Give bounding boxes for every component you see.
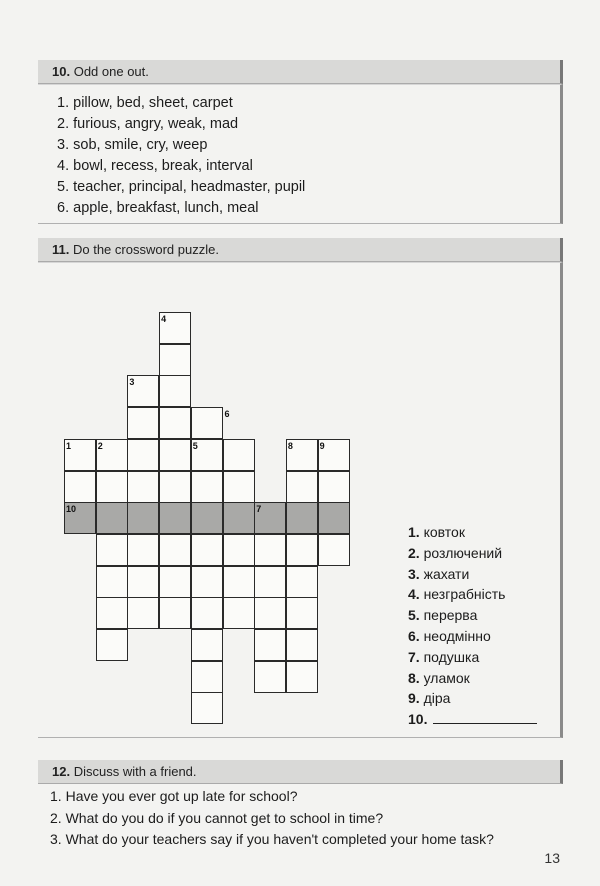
crossword-cell[interactable] (159, 597, 191, 629)
crossword-cell[interactable] (254, 629, 286, 661)
crossword-cell[interactable] (318, 534, 350, 566)
crossword-cell[interactable] (286, 471, 318, 503)
clue-number: 9 (319, 440, 325, 451)
clue-item: 5. перерва (408, 607, 478, 624)
crossword-cell[interactable] (223, 534, 255, 566)
list-item: 5. teacher, principal, headmaster, pupil (57, 179, 306, 195)
crossword-cell[interactable] (286, 566, 318, 598)
list-item: 3. What do your teachers say if you haven't completed your home task? (50, 831, 494, 847)
list-item: 2. furious, angry, weak, mad (57, 116, 239, 132)
clue-number: 4 (161, 314, 167, 324)
exercise-10-header (38, 60, 563, 84)
crossword-cell[interactable] (64, 471, 96, 503)
clue-number: 7 (256, 504, 262, 515)
clue-number: 3 (129, 377, 135, 388)
crossword-cell[interactable] (96, 502, 128, 534)
clue-item: 7. подушка (408, 648, 480, 665)
clue-item: 8. уламок (408, 669, 470, 686)
clue-item: 9. діра (408, 690, 451, 707)
list-item: 4. bowl, recess, break, interval (57, 158, 253, 174)
crossword-cell[interactable] (96, 566, 128, 598)
exercise-12-number: 12. (52, 764, 71, 779)
crossword-cell[interactable] (159, 534, 191, 566)
list-item: 2. What do you do if you cannot get to school in time? (50, 809, 384, 826)
crossword-cell[interactable] (318, 471, 350, 503)
exercise-11-number: 11. (52, 242, 70, 257)
crossword-cell[interactable] (254, 566, 286, 598)
clue-number: 1 (66, 440, 72, 451)
exercise-11-header (38, 238, 563, 262)
crossword-cell[interactable] (159, 502, 191, 534)
clue-number: 8 (287, 440, 293, 451)
list-item: 3. sob, smile, cry, weep (57, 137, 208, 153)
clue-item: 3. жахати (408, 565, 470, 582)
crossword-cell[interactable] (223, 439, 255, 471)
crossword-cell[interactable] (286, 661, 318, 693)
exercise-10-title: Odd one out. (73, 64, 149, 79)
exercise-12-header (38, 760, 563, 784)
crossword-cell[interactable] (223, 502, 255, 534)
crossword-cell[interactable] (223, 597, 255, 629)
crossword-cell[interactable] (254, 661, 286, 693)
crossword-cell[interactable] (127, 502, 159, 534)
crossword-cell[interactable] (191, 629, 223, 661)
exercise-10-list (57, 93, 305, 219)
crossword-clues (408, 522, 537, 730)
crossword-cell[interactable] (286, 502, 318, 534)
answer-blank[interactable] (433, 710, 537, 724)
clue-item: 1. ковток (408, 524, 465, 540)
crossword-cell[interactable] (159, 471, 191, 503)
crossword-cell[interactable] (127, 407, 159, 439)
clue-item: 4. незграбність (408, 586, 506, 603)
crossword-cell[interactable] (191, 692, 223, 724)
crossword-cell[interactable] (159, 344, 191, 376)
crossword-cell[interactable] (96, 597, 128, 629)
crossword-cell[interactable] (254, 597, 286, 629)
list-item: 1. pillow, bed, sheet, carpet (57, 95, 233, 111)
clue-number: 5 (192, 440, 198, 451)
crossword-cell[interactable] (254, 534, 286, 566)
clue-item: 10. (408, 709, 537, 730)
crossword-cell[interactable] (191, 566, 223, 598)
crossword-cell[interactable] (191, 661, 223, 693)
list-item: 6. apple, breakfast, lunch, meal (57, 200, 259, 216)
crossword-cell[interactable] (159, 407, 191, 439)
crossword-cell[interactable] (286, 597, 318, 629)
crossword-cell[interactable] (191, 597, 223, 629)
crossword-cell[interactable] (127, 534, 159, 566)
crossword-cell[interactable] (223, 566, 255, 598)
crossword-cell[interactable] (191, 534, 223, 566)
list-item: 1. Have you ever got up late for school? (50, 788, 298, 804)
crossword-cell[interactable] (159, 375, 191, 407)
crossword-cell[interactable] (318, 502, 350, 534)
crossword-cell[interactable] (191, 502, 223, 534)
crossword-cell[interactable] (159, 439, 191, 471)
crossword-cell[interactable] (191, 471, 223, 503)
crossword-cell[interactable] (96, 534, 128, 566)
exercise-11-title: Do the crossword puzzle. (72, 242, 219, 257)
page-number: 13 (544, 850, 560, 866)
crossword-cell[interactable] (96, 471, 128, 503)
crossword-cell[interactable] (191, 407, 223, 439)
crossword-cell[interactable] (159, 566, 191, 598)
crossword-cell[interactable] (127, 471, 159, 503)
clue-item: 2. розлючений (408, 544, 503, 561)
crossword-cell[interactable] (96, 629, 128, 661)
clue-number: 6 (224, 409, 230, 420)
crossword-cell[interactable] (286, 534, 318, 566)
crossword-cell[interactable] (127, 566, 159, 598)
crossword-cell[interactable] (223, 471, 255, 503)
exercise-12-list (50, 786, 494, 851)
exercise-10-number: 10. (52, 64, 71, 79)
crossword-cell[interactable] (127, 597, 159, 629)
clue-number: 10 (66, 504, 77, 515)
clue-item: 6. неодмінно (408, 627, 491, 644)
clue-number: 2 (97, 440, 103, 451)
crossword-cell[interactable] (286, 629, 318, 661)
exercise-12-title: Discuss with a friend. (73, 764, 197, 779)
crossword-cell[interactable] (127, 439, 159, 471)
